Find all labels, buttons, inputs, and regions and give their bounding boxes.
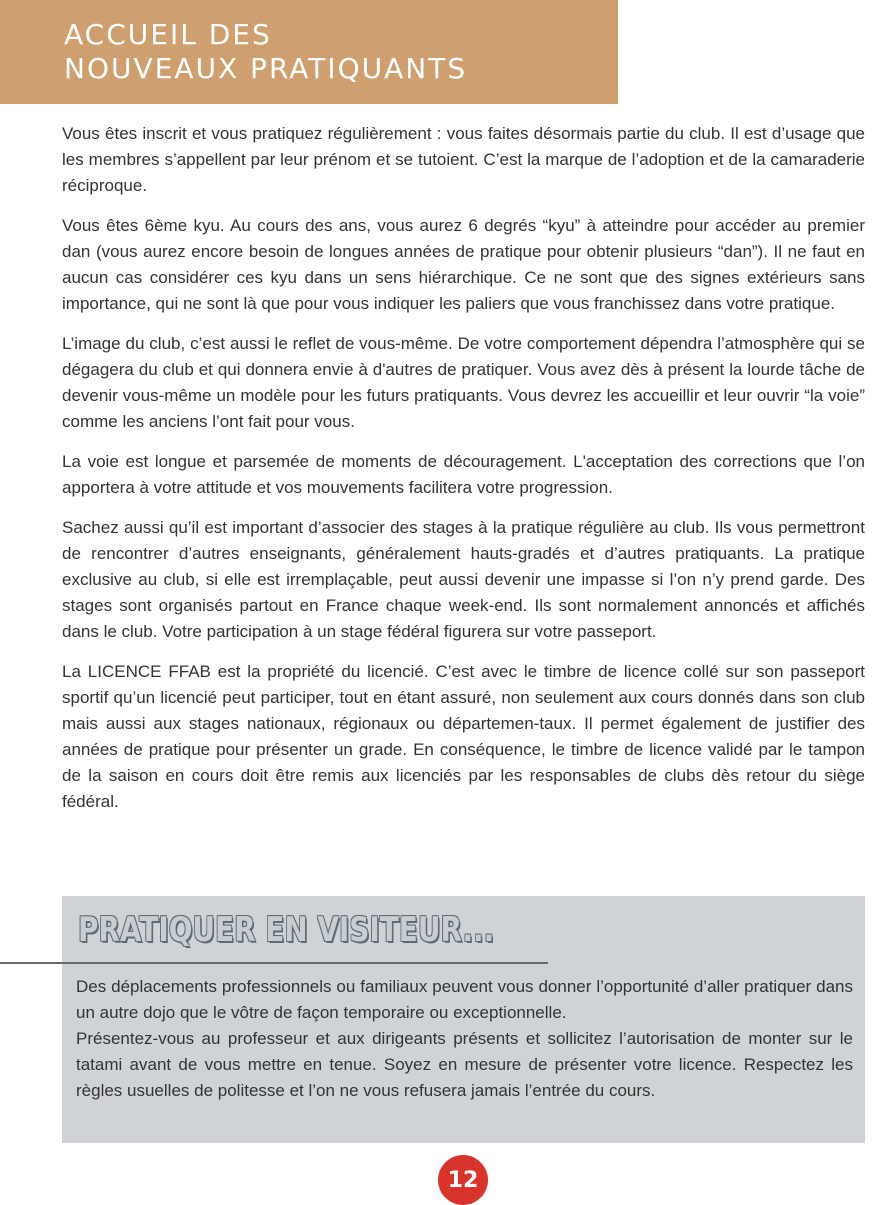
visitor-section: [62, 896, 865, 1143]
paragraph-membership: Vous êtes inscrit et vous pratiquez régulièrement : vous faites désormais partie du club. Il est d’usage que les membres s’appellent par leur prénom et se tutoient. C’est la marque de l’adoption et de la camaraderie réciproque.: [62, 124, 865, 195]
paragraph-stages: Sachez aussi qu’il est important d’associer des stages à la pratique régulière au club. Ils vous permettront de rencontrer d’autres enseignants, généralement hauts-gradés et d’autres pratiquants. La pratique exclusive au club, si elle est irremplaçable, peut aussi devenir une impasse si l’on n’y prend garde. Des stages sont organisés partout en France chaque week-end. Ils sont normalement annoncés et affichés dans le club. Votre participation à un stage fédéral figurera sur votre passeport.: [62, 518, 865, 641]
visitor-section-title: PRATIQUER EN VISITEUR...: [78, 910, 495, 950]
page-title: [64, 18, 467, 86]
visitor-section-text: [76, 974, 853, 1104]
paragraph-kyu: Vous êtes 6ème kyu. Au cours des ans, vous aurez 6 degrés “kyu” à atteindre pour accéder au premier dan (vous aurez encore besoin de longues années de pratique pour obtenir plusieurs “dan”). Il ne faut en aucun cas considérer ces kyu dans un sens hiérarchique. Ce ne sont que des signes extérieurs sans importance, qui ne sont là que pour vous indiquer les paliers que vous franchissez dans votre pratique.: [62, 216, 865, 313]
paragraph-club-image: L’image du club, c’est aussi le reflet de vous-même. De votre comportement dépendra l’atmosphère qui se dégagera du club et qui donnera envie à d'autres de pratiquer. Vous avez dès à présent la lourde tâche de devenir vous-même un modèle pour les futurs pratiquants. Vous devrez les accueillir et leur ouvrir “la voie” comme les anciens l’ont fait pour vous.: [62, 334, 865, 431]
main-text: [62, 121, 865, 829]
page-title-line-1: ACCUEIL DES: [64, 18, 272, 51]
page-title-line-2: NOUVEAUX PRATIQUANTS: [64, 52, 468, 85]
visitor-paragraph-1: Des déplacements professionnels ou familiaux peuvent vous donner l’opportunité d’aller pratiquer dans un autre dojo que le vôtre de façon temporaire ou exceptionnelle.: [76, 977, 853, 1022]
visitor-title-divider: [0, 962, 548, 964]
paragraph-progression: La voie est longue et parsemée de moments de découragement. L'acceptation des corrections que l’on apportera à votre attitude et vos mouvements facilitera votre progression.: [62, 452, 865, 497]
paragraph-licence: La LICENCE FFAB est la propriété du licencié. C’est avec le timbre de licence collé sur son passeport sportif qu’un licencié peut participer, tout en étant assuré, non seulement aux cours donnés dans son club mais aussi aux stages nationaux, régionaux ou départemen-taux. Il permet également de justifier des années de pratique pour présenter un grade. En conséquence, le timbre de licence validé par le tampon de la saison en cours doit être remis aux licenciés par les responsables de clubs dès retour du siège fédéral.: [62, 662, 865, 811]
visitor-paragraph-2: Présentez-vous au professeur et aux dirigeants présents et sollicitez l’autorisation de monter sur le tatami avant de vous mettre en tenue. Soyez en mesure de présenter votre licence. Respectez les règles usuelles de politesse et l’on ne vous refusera jamais l’entrée du cours.: [76, 1029, 853, 1100]
page-number-badge: 12: [438, 1155, 488, 1205]
